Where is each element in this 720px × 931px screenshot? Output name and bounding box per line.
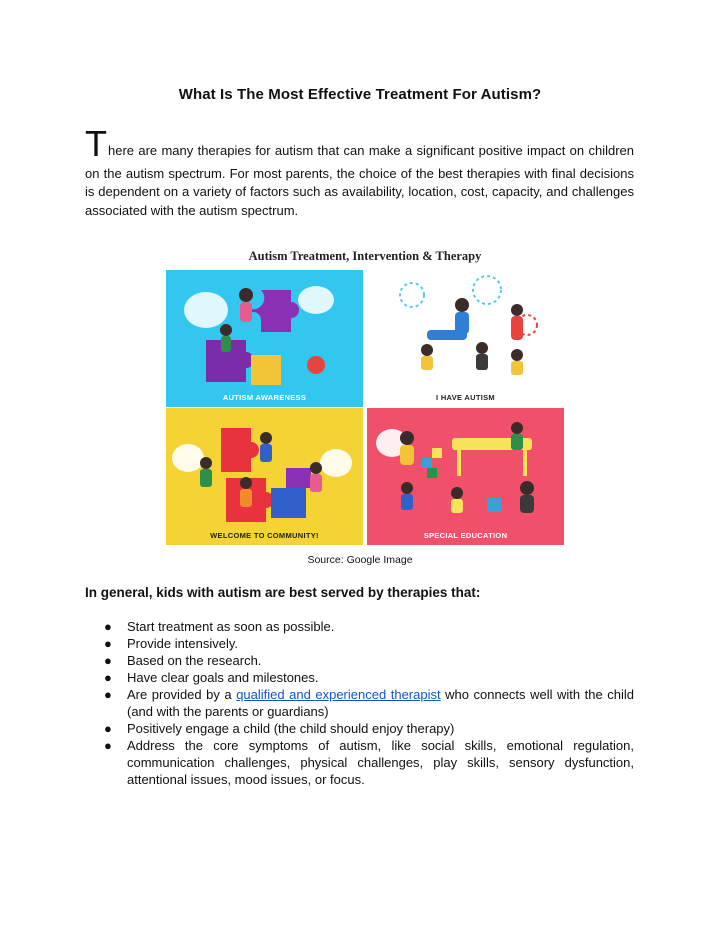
panel-special-education — [367, 408, 564, 545]
list-item — [85, 635, 634, 652]
list-item-text: Provide intensively. — [127, 636, 239, 651]
classroom-illustration-icon — [367, 408, 564, 545]
panel-label: I HAVE AUTISM — [436, 393, 495, 402]
figure-caption: Source: Google Image — [307, 554, 413, 566]
panel-label: SPECIAL EDUCATION — [423, 531, 508, 540]
bullet-icon: ● — [104, 738, 112, 753]
panel-welcome-to-community — [166, 408, 363, 545]
community-illustration-icon — [166, 408, 363, 545]
list-item — [85, 720, 634, 737]
puzzle-illustration-icon — [166, 270, 363, 407]
figure — [166, 246, 564, 546]
list-item — [85, 652, 634, 669]
list-item — [85, 737, 634, 788]
therapy-criteria-list — [85, 618, 634, 788]
list-item-text: Address the core symptoms of autism, like social skills, emotional regulation, communication challenges, physical challenges, play skills, sensory dysfunction, attentional issues, mood issues, or focus. — [127, 738, 634, 787]
bullet-icon: ● — [104, 670, 112, 685]
bullet-icon: ● — [104, 687, 112, 702]
bullet-icon: ● — [104, 619, 112, 634]
panel-label: WELCOME TO COMMUNITY! — [210, 531, 319, 540]
children-illustration-icon — [367, 270, 564, 407]
panel-autism-awareness — [166, 270, 363, 407]
therapist-link[interactable]: qualified and experienced therapist — [236, 687, 441, 702]
bullet-icon: ● — [104, 636, 112, 651]
list-item — [85, 686, 634, 720]
bullet-icon: ● — [104, 721, 112, 736]
bullet-icon: ● — [104, 653, 112, 668]
panel-label: AUTISM AWARENESS — [222, 393, 307, 402]
drop-cap: T — [85, 123, 107, 164]
list-item — [85, 618, 634, 635]
section-heading: In general, kids with autism are best served by therapies that: — [85, 585, 481, 600]
intro-text: on the autism spectrum. For most parents, the choice of the best therapies with final decisions is dependent on a variety of factors such as availability, location, cost, capacity, and challenges associated with the autism spectrum. — [85, 165, 634, 218]
panel-i-have-autism — [367, 270, 564, 407]
list-item-text-after: who connects well with the child (and with the parents or guardians) — [127, 687, 634, 719]
list-item-text: Positively engage a child (the child should enjoy therapy) — [127, 721, 455, 736]
list-item — [85, 669, 634, 686]
list-item-text: Based on the research. — [127, 653, 262, 668]
list-item-text: Start treatment as soon as possible. — [127, 619, 335, 634]
list-item-text: Have clear goals and milestones. — [127, 670, 319, 685]
list-item-text-before: Are provided by a — [127, 687, 237, 702]
intro-first-line: here are many therapies for autism that can make a significant positive impact on children — [108, 143, 634, 158]
intro-paragraph — [85, 123, 634, 220]
page-title: What Is The Most Effective Treatment For Autism? — [178, 86, 542, 103]
figure-heading: Autism Treatment, Intervention & Therapy — [248, 249, 482, 263]
